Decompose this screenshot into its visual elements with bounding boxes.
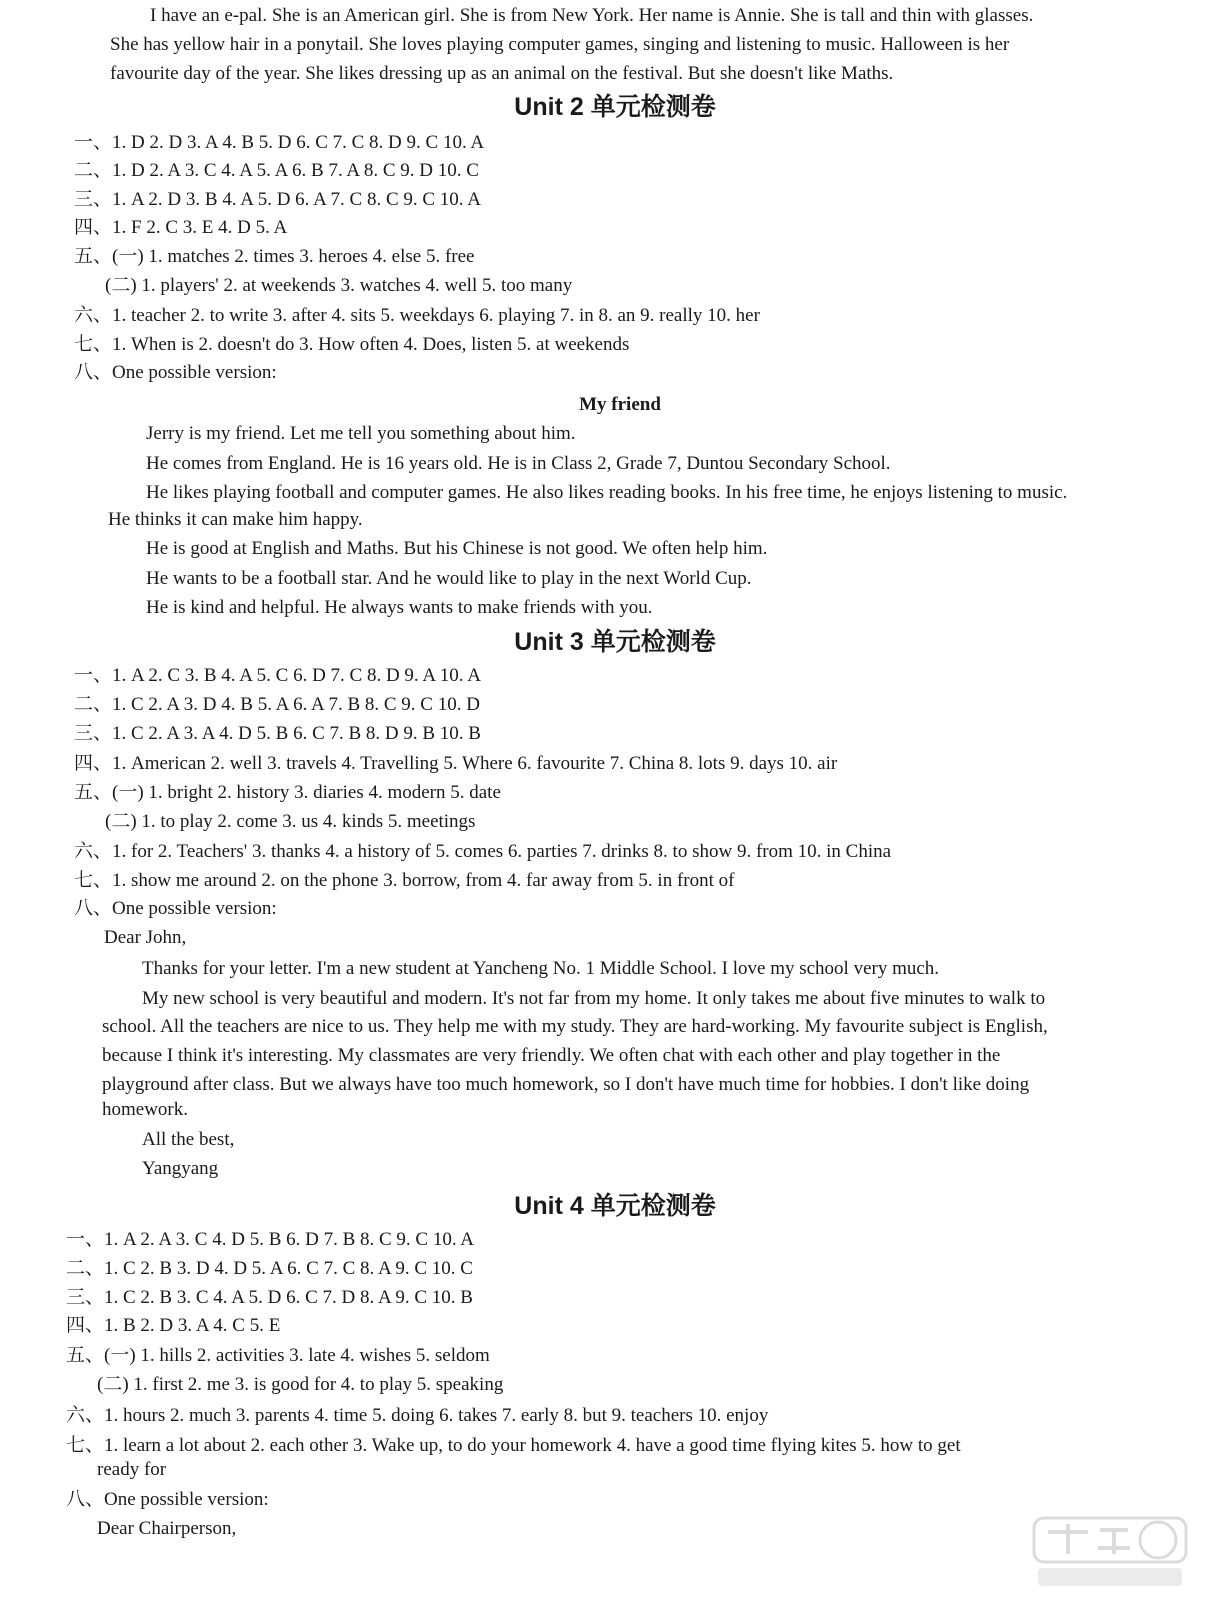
unit2-essay-line-7: He is kind and helpful. He always wants to make friends with you.: [146, 597, 653, 618]
unit4-row-5: 五、(一) 1. hills 2. activities 3. late 4. wishes 5. seldom: [66, 1345, 490, 1366]
unit4-row-1: 一、1. A 2. A 3. C 4. D 5. B 6. D 7. B 8. C 9. C 10. A: [66, 1229, 475, 1250]
unit4-row-6: (二) 1. first 2. me 3. is good for 4. to play 5. speaking: [97, 1374, 504, 1395]
watermark-logo-icon: [1030, 1512, 1190, 1592]
unit3-letter-p2-first: My new school is very beautiful and modern. It's not far from my home. It only takes me about five minutes to walk to: [142, 988, 1046, 1009]
unit2-row-3: 三、1. A 2. D 3. B 4. A 5. D 6. A 7. C 8. C 9. C 10. A: [74, 189, 481, 210]
unit4-row-7: 六、1. hours 2. much 3. parents 4. time 5. doing 6. takes 7. early 8. but 9. teachers 10. enjoy: [66, 1405, 769, 1426]
unit4-title: Unit 4 单元检测卷: [514, 1192, 716, 1220]
unit3-row-7: 六、1. for 2. Teachers' 3. thanks 4. a history of 5. comes 6. parties 7. drinks 8. to show 9. from 10. in China: [74, 841, 892, 862]
intro-line-3: favourite day of the year. She likes dressing up as an animal on the festival. But she doesn't like Maths.: [110, 63, 894, 84]
unit2-essay-title: My friend: [579, 394, 661, 415]
unit3-letter-p2-line-4: playground after class. But we always have too much homework, so I don't have much time for hobbies. I don't like doing: [102, 1074, 1030, 1095]
unit2-essay-line-2: He comes from England. He is 16 years old. He is in Class 2, Grade 7, Duntou Secondary School.: [146, 453, 891, 474]
unit3-row-9: 八、One possible version:: [74, 898, 277, 919]
unit2-title: Unit 2 单元检测卷: [514, 93, 716, 121]
unit4-row-8-cont: ready for: [97, 1459, 167, 1480]
unit2-row-1: 一、1. D 2. D 3. A 4. B 5. D 6. C 7. C 8. D 9. C 10. A: [74, 132, 485, 153]
intro-line-1: I have an e-pal. She is an American girl. She is from New York. Her name is Annie. She is tall and thin with glasses.: [150, 5, 1034, 26]
unit3-row-1: 一、1. A 2. C 3. B 4. A 5. C 6. D 7. C 8. D 9. A 10. A: [74, 665, 481, 686]
unit2-row-6: (二) 1. players' 2. at weekends 3. watches 4. well 5. too many: [105, 275, 573, 296]
intro-line-2: She has yellow hair in a ponytail. She loves playing computer games, singing and listening to music. Halloween is her: [110, 34, 1010, 55]
unit3-row-2: 二、1. C 2. A 3. D 4. B 5. A 6. A 7. B 8. C 9. C 10. D: [74, 694, 480, 715]
unit3-row-3: 三、1. C 2. A 3. A 4. D 5. B 6. C 7. B 8. D 9. B 10. B: [74, 723, 481, 744]
unit3-row-8: 七、1. show me around 2. on the phone 3. borrow, from 4. far away from 5. in front of: [74, 870, 735, 891]
unit4-row-8: 七、1. learn a lot about 2. each other 3. Wake up, to do your homework 4. have a good time flying kites 5. how to get: [66, 1435, 961, 1456]
unit4-row-2: 二、1. C 2. B 3. D 4. D 5. A 6. C 7. C 8. A 9. C 10. C: [66, 1258, 473, 1279]
unit2-essay-line-5: He is good at English and Maths. But his Chinese is not good. We often help him.: [146, 538, 768, 559]
unit3-letter-signature: Yangyang: [142, 1158, 219, 1179]
unit4-letter-greeting: Dear Chairperson,: [97, 1518, 237, 1539]
mxqe-watermark-logo-icon: [1030, 1512, 1190, 1592]
unit4-row-4: 四、1. B 2. D 3. A 4. C 5. E: [66, 1315, 281, 1336]
unit3-row-4: 四、1. American 2. well 3. travels 4. Travelling 5. Where 6. favourite 7. China 8. lots 9. days 10. air: [74, 753, 838, 774]
unit3-letter-p1: Thanks for your letter. I'm a new student at Yancheng No. 1 Middle School. I love my school very much.: [142, 958, 940, 979]
unit3-letter-closing: All the best,: [142, 1129, 235, 1150]
unit3-letter-greeting: Dear John,: [104, 927, 187, 948]
unit2-row-4: 四、1. F 2. C 3. E 4. D 5. A: [74, 217, 288, 238]
unit3-letter-p2-line-5: homework.: [102, 1099, 189, 1120]
unit2-essay-line-1: Jerry is my friend. Let me tell you something about him.: [146, 423, 576, 444]
unit3-letter-p2-line-2: school. All the teachers are nice to us. They help me with my study. They are hard-working. My favourite subject is English,: [102, 1016, 1048, 1037]
unit2-row-9: 八、One possible version:: [74, 362, 277, 383]
unit3-row-5: 五、(一) 1. bright 2. history 3. diaries 4. modern 5. date: [74, 782, 501, 803]
unit3-row-6: (二) 1. to play 2. come 3. us 4. kinds 5. meetings: [105, 811, 476, 832]
unit2-row-2: 二、1. D 2. A 3. C 4. A 5. A 6. B 7. A 8. C 9. D 10. C: [74, 160, 479, 181]
unit2-row-5: 五、(一) 1. matches 2. times 3. heroes 4. else 5. free: [74, 246, 475, 267]
unit2-row-7: 六、1. teacher 2. to write 3. after 4. sits 5. weekdays 6. playing 7. in 8. an 9. really 10. her: [74, 305, 760, 326]
unit2-row-8: 七、1. When is 2. doesn't do 3. How often 4. Does, listen 5. at weekends: [74, 334, 630, 355]
unit4-row-9: 八、One possible version:: [66, 1489, 269, 1510]
unit2-essay-line-4: He thinks it can make him happy.: [108, 509, 363, 530]
unit2-essay-line-3: He likes playing football and computer games. He also likes reading books. In his free time, he enjoys listening to music.: [146, 482, 1068, 503]
unit3-letter-p2-line-3: because I think it's interesting. My classmates are very friendly. We often chat with each other and play together in the: [102, 1045, 1001, 1066]
unit3-title: Unit 3 单元检测卷: [514, 628, 716, 656]
unit4-row-3: 三、1. C 2. B 3. C 4. A 5. D 6. C 7. D 8. A 9. C 10. B: [66, 1287, 473, 1308]
unit2-essay-line-6: He wants to be a football star. And he would like to play in the next World Cup.: [146, 568, 752, 589]
